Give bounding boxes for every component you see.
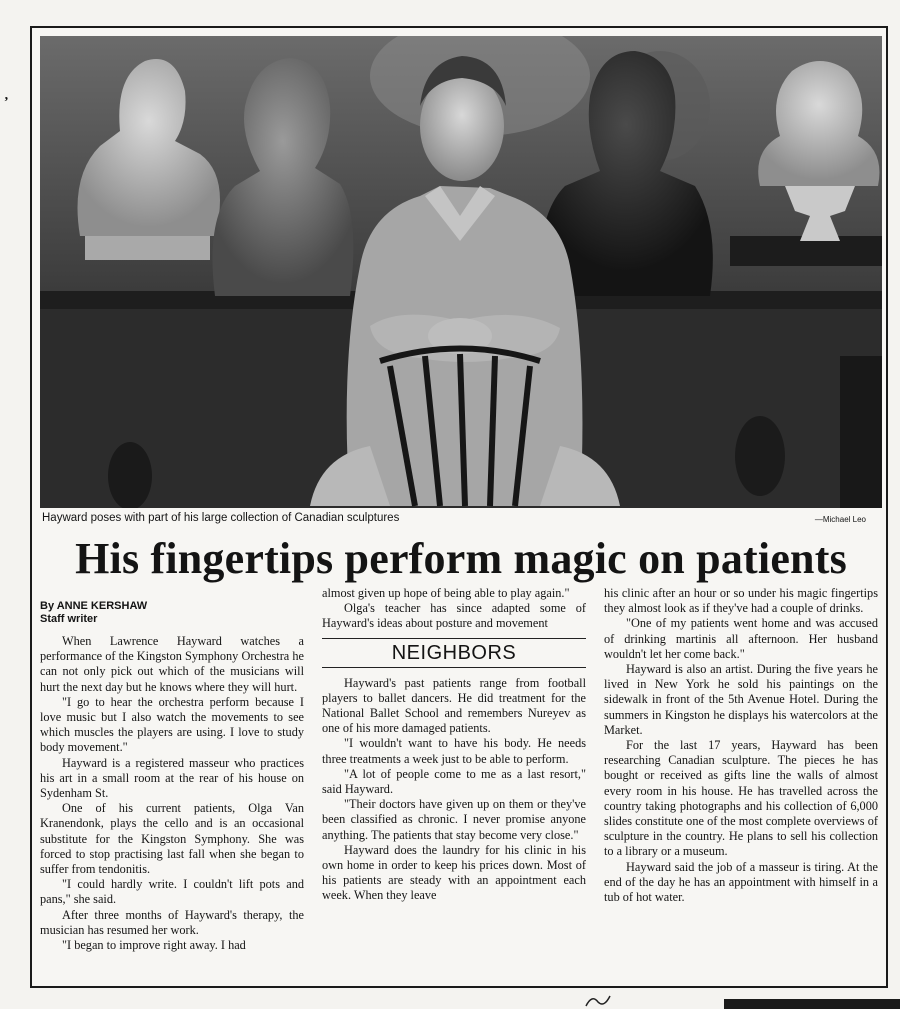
paragraph: "Their doctors have given up on them or they've been classified as chronic. I never promise anyone anything. The patients that stay become very close." xyxy=(322,797,586,842)
paragraph: "I go to hear the orchestra perform because I love music but I also watch the movements to see which muscles the players are using. I love to study body movement." xyxy=(40,694,304,755)
headline: His fingertips perform magic on patients xyxy=(75,534,847,583)
paragraph: "I could hardly write. I couldn't lift pots and pans," she said. xyxy=(40,877,304,907)
paragraph: Hayward is also an artist. During the five years he lived in New York he sold his paintings on the sidewalk in front of the 5th Avenue Hotel. During the summers in Kingston he displays his watercolors at the Market. xyxy=(604,662,878,737)
article-frame xyxy=(30,26,888,988)
article-photo xyxy=(40,36,882,508)
byline: By ANNE KERSHAW xyxy=(40,600,148,612)
photo-illustration xyxy=(40,36,882,508)
paragraph: his clinic after an hour or so under his magic fingertips they almost look as if they've had a couple of drinks. xyxy=(604,586,878,616)
byline-role: Staff writer xyxy=(40,613,98,625)
paragraph: "I wouldn't want to have his body. He needs three treatments a week just to be able to perform. xyxy=(322,736,586,766)
paragraph: One of his current patients, Olga Van Kranendonk, plays the cello and is an occasional substitute for the Kingston Symphony. She was forced to stop practising last fall when she began to suffer from tendonitis. xyxy=(40,801,304,877)
paragraph: Hayward does the laundry for his clinic in his own home in order to keep his prices down. Most of his patients are steady with an appointment each week. When they leave xyxy=(322,842,586,903)
paragraph: When Lawrence Hayward watches a performance of the Kingston Symphony Orchestra he can not only pick out which of the musicians will hurt the next day but he knows where they will hurt. xyxy=(40,634,304,694)
paragraph: Hayward is a registered masseur who practices his art in a small room at the rear of his house on Sydenham St. xyxy=(40,755,304,801)
photo-credit: —Michael Leo xyxy=(814,515,866,524)
photo-caption: Hayward poses with part of his large collection of Canadian sculptures xyxy=(42,512,400,524)
photo-caption-row xyxy=(42,512,880,528)
paragraph: "A lot of people come to me as a last resort," said Hayward. xyxy=(322,766,586,797)
paragraph: For the last 17 years, Hayward has been researching Canadian sculpture. The pieces he has bought or received as gifts line the walls of almost every room in his house. He has travelled across the country taking photographs and his collection of 6,000 slides constitute one of the most complete overviews of sculpture in the country. He plans to sell his collection to a library or a museum. xyxy=(604,738,878,859)
scribble-mark xyxy=(584,994,614,1009)
paragraph: Hayward's past patients range from football players to ballet dancers. He did treatment for the National Ballet School and remembers Nureyev as one of his more damaged patients. xyxy=(322,675,586,736)
section-kicker: NEIGHBORS xyxy=(322,638,586,668)
paragraph: "I began to improve right away. I had xyxy=(62,938,246,953)
paragraph: Olga's teacher has since adapted some of Hayward's ideas about posture and movement xyxy=(322,601,586,631)
article-column-1 xyxy=(40,590,304,953)
paragraph: "One of my patients went home and was accused of drinking martinis all afternoon. Her husband wouldn't let her come back." xyxy=(604,616,878,661)
article-column-2 xyxy=(322,586,586,904)
margin-mark: ‚ xyxy=(4,88,9,103)
paragraph: Hayward said the job of a masseur is tiring. At the end of the day he has an appointment with himself in a tub of hot water. xyxy=(604,859,878,905)
article-column-3 xyxy=(604,586,878,905)
paragraph: After three months of Hayward's therapy, the musician has resumed her work. xyxy=(40,907,304,937)
footer-bar xyxy=(724,999,900,1009)
paragraph: almost given up hope of being able to play again." xyxy=(322,586,570,600)
